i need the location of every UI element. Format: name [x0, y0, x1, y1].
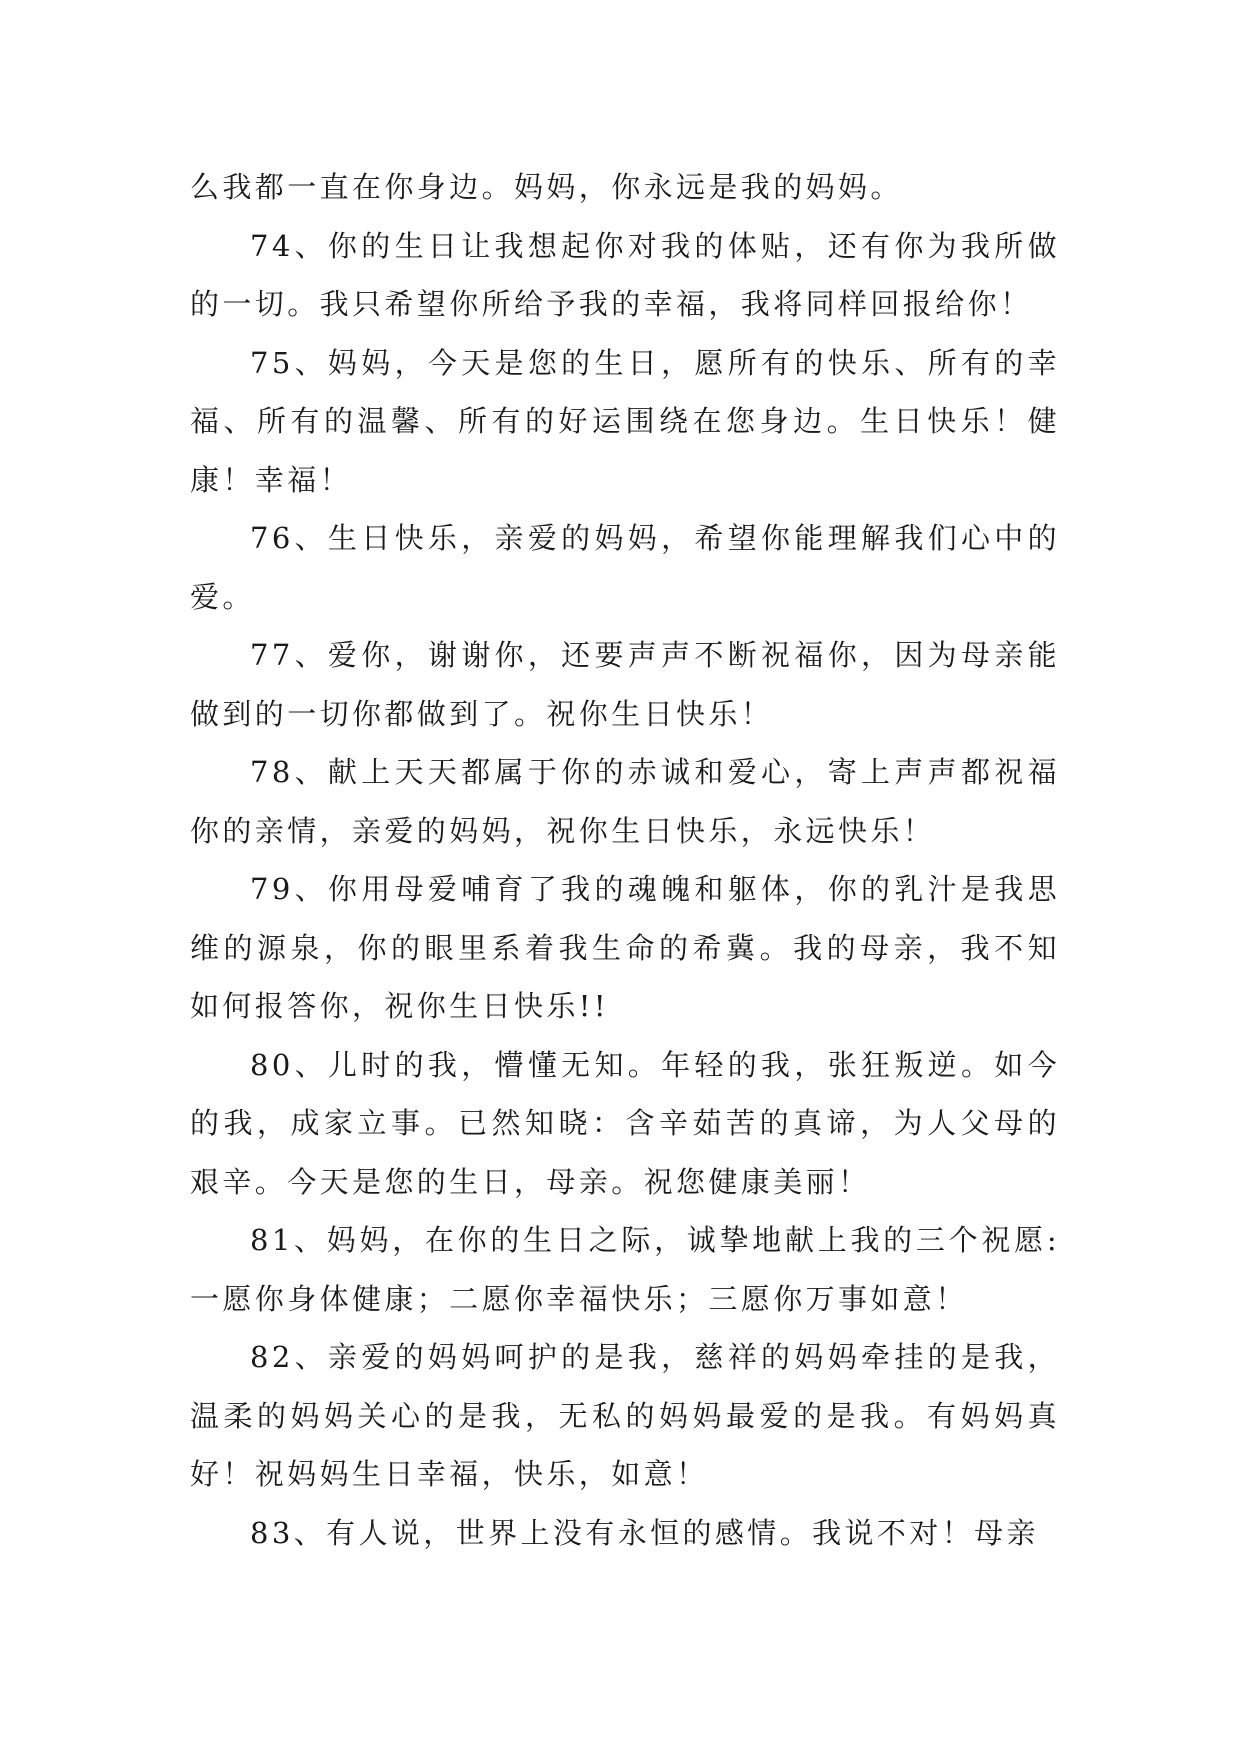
paragraph-continuation: 么我都一直在你身边。妈妈，你永远是我的妈妈。 [190, 170, 903, 204]
paragraph-78: 78、献上天天都属于你的赤诚和爱心，寄上声声都祝福你的亲情，亲爱的妈妈，祝你生日快乐，永远快乐！ [190, 755, 1060, 848]
paragraph-75: 75、妈妈，今天是您的生日，愿所有的快乐、所有的幸福、所有的温馨、所有的好运围绕在您身边。生日快乐！健康！幸福！ [190, 345, 1060, 497]
paragraph-81: 81、妈妈，在你的生日之际，诚挚地献上我的三个祝愿:一愿你身体健康；二愿你幸福快乐；三愿你万事如意！ [190, 1223, 1060, 1316]
paragraph-83: 83、有人说，世界上没有永恒的感情。我说不对！母亲 [250, 1515, 1039, 1550]
paragraph-74: 74、你的生日让我想起你对我的体贴，还有你为我所做的一切。我只希望你所给予我的幸福，我将同样回报给你！ [190, 228, 1060, 321]
document-body [190, 158, 1060, 1562]
paragraph-80: 80、儿时的我，懵懂无知。年轻的我，张狂叛逆。如今的我，成家立事。已然知晓：含辛茹苦的真谛，为人父母的艰辛。今天是您的生日，母亲。祝您健康美丽！ [190, 1047, 1060, 1199]
paragraph-76: 76、生日快乐，亲爱的妈妈，希望你能理解我们心中的爱。 [190, 521, 1060, 614]
paragraph-77: 77、爱你，谢谢你，还要声声不断祝福你，因为母亲能做到的一切你都做到了。祝你生日快乐！ [190, 638, 1060, 731]
paragraph-79: 79、你用母爱哺育了我的魂魄和躯体，你的乳汁是我思维的源泉，你的眼里系着我生命的希冀。我的母亲，我不知如何报答你，祝你生日快乐!! [190, 872, 1060, 1023]
paragraph-82: 82、亲爱的妈妈呵护的是我，慈祥的妈妈牵挂的是我，温柔的妈妈关心的是我，无私的妈妈最爱的是我。有妈妈真好！祝妈妈生日幸福，快乐，如意！ [190, 1340, 1060, 1491]
